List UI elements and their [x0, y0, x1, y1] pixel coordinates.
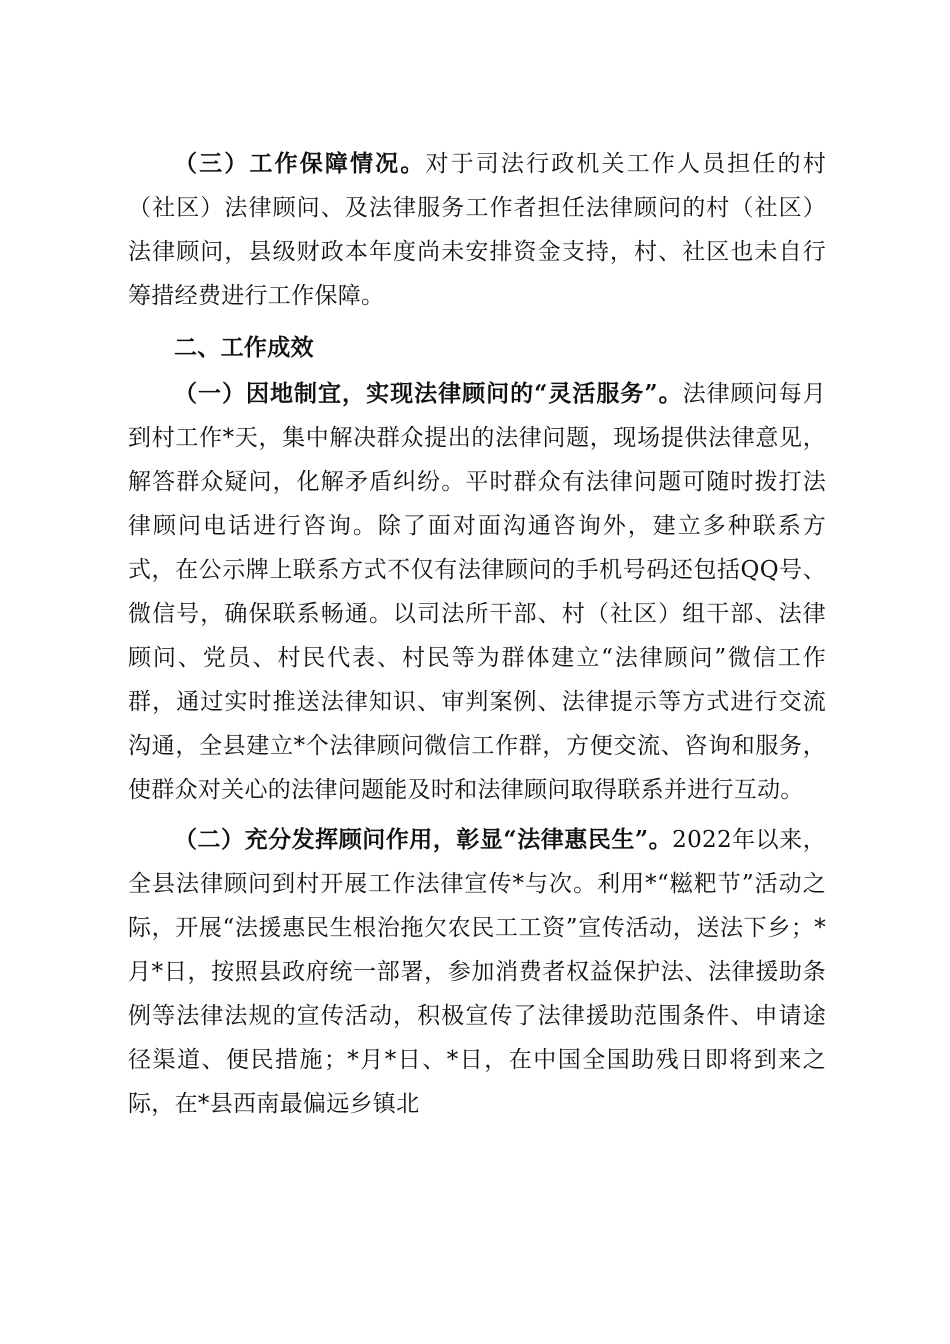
paragraph-title: （一）因地制宜，实现法律顾问的“灵活服务”。: [174, 380, 683, 407]
paragraph-text: 2022年以来，全县法律顾问到村开展工作法律宣传*与次。利用*“糍粑节”活动之际，开展“法援惠民生根治拖欠农民工工资”宣传活动，送法下乡；*月*日，按照县政府统一部署，参加消费者权益保护法、法律援助条例等法律法规的宣传活动，积极宣传了法律援助范围条件、申请途径渠道、便民措施；*月*日、*日，在中国全国助残日即将到来之际，在*县西南最偏远乡镇北: [128, 827, 826, 1117]
document-body: [128, 142, 826, 1126]
section-heading-work-results: 二、工作成效: [174, 335, 314, 361]
paragraph-text: 法律顾问每月到村工作*天，集中解决群众提出的法律问题，现场提供法律意见，解答群众疑问，化解矛盾纠纷。平时群众有法律问题可随时拨打法律顾问电话进行咨询。除了面对面沟通咨询外，建立多种联系方式，在公示牌上联系方式不仅有法律顾问的手机号码还包括QQ号、微信号，确保联系畅通。以司法所干部、村（社区）组干部、法律顾问、党员、村民代表、村民等为群体建立“法律顾问”微信工作群，通过实时推送法律知识、审判案例、法律提示等方式进行交流沟通，全县建立*个法律顾问微信工作群，方便交流、咨询和服务，使群众对关心的法律问题能及时和法律顾问取得联系并进行互动。: [128, 381, 826, 803]
paragraph-title: （三）工作保障情况。: [174, 150, 426, 177]
paragraph-work-guarantee: [128, 142, 826, 318]
paragraph-text: 对于司法行政机关工作人员担任的村（社区）法律顾问、及法律服务工作者担任法律顾问的村（社区）法律顾问，县级财政本年度尚未安排资金支持，村、社区也未自行筹措经费进行工作保障。: [128, 151, 826, 309]
paragraph-law-benefits-people: [128, 818, 826, 1126]
paragraph-flexible-service: [128, 372, 826, 812]
paragraph-title: （二）充分发挥顾问作用，彰显“法律惠民生”。: [174, 826, 673, 853]
